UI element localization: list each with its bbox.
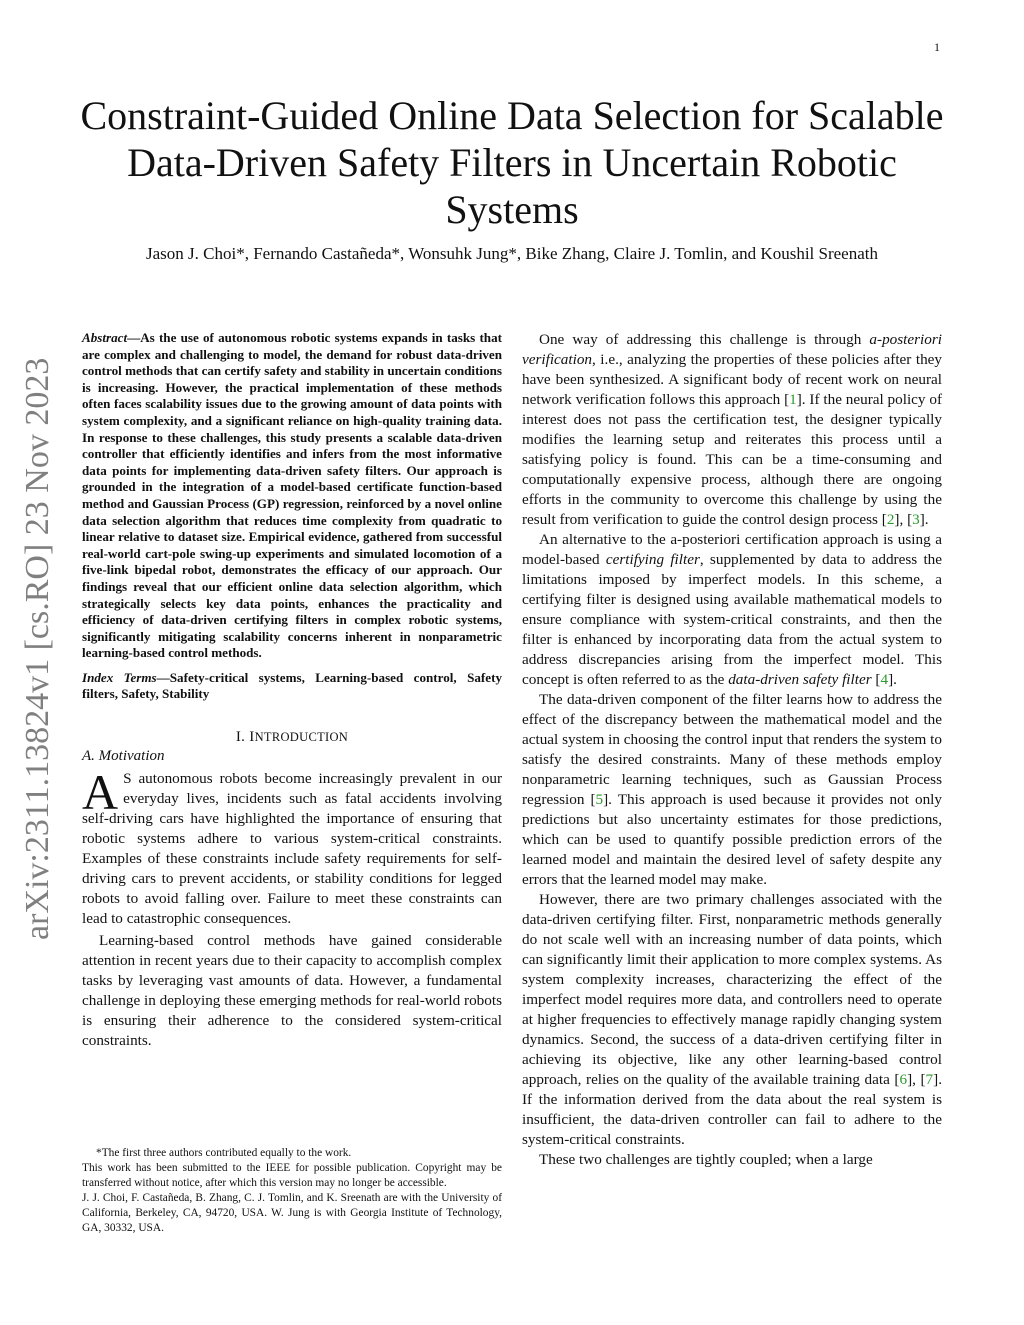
footnote-affiliations: J. J. Choi, F. Castañeda, B. Zhang, C. J. Tomlin, and K. Sreenath are with the University of California, Berkeley, CA, 94720, USA. W. Jung is with Georgia Institute of Technology, GA, 30332, USA. bbox=[82, 1192, 502, 1234]
footnote-copyright: This work has been submitted to the IEEE for possible publication. Copyright may be transferred without notice, after which this version may no longer be accessible. bbox=[82, 1162, 502, 1189]
citation-link[interactable]: 1 bbox=[789, 391, 797, 408]
body-paragraph-certifying-filter: An alternative to the a-posteriori certification approach is using a model-based certifying filter, supplemented by data to address the limitations imposed by imperfect models. In this scheme, a certifying filter is designed using available mathematical models to ensure compliance with system-critical constraints, and then the filter is enhanced by incorporating data from the actual system to address discrepancies arising from the imperfect model. This concept is often referred to as the data-driven safety filter [4]. bbox=[522, 531, 942, 688]
body-paragraph-challenges: However, there are two primary challenges associated with the data-driven certifying filter. First, nonparametric methods generally do not scale well with an increasing number of data points, which can significantly limit their application to more complex systems. As system complexity increases, characterizing the effect of the imperfect model requires more data, and controllers need to operate at higher frequencies to effectively manage rapidly changing system dynamics. Second, the success of a data-driven certifying filter in achieving its objective, like any other learning-based control approach, relies on the quality of the available training data [6], [7]. If the information derived from the data about the real system is insufficient, the data-driven controller can fail to adhere to the system-critical constraints. bbox=[522, 891, 942, 1148]
drop-cap: A bbox=[82, 764, 119, 821]
citation-link[interactable]: 7 bbox=[925, 1071, 934, 1088]
abstract bbox=[82, 330, 502, 662]
right-column bbox=[522, 330, 942, 1170]
citation-link[interactable]: 4 bbox=[880, 671, 889, 688]
index-terms bbox=[82, 670, 502, 703]
author-list: Jason J. Choi*, Fernando Castañeda*, Wonsuhk Jung*, Bike Zhang, Claire J. Tomlin, and Koushil Sreenath bbox=[146, 244, 878, 263]
intro-paragraph-2: Learning-based control methods have gained considerable attention in recent years due to their capacity to accomplish complex tasks by leveraging vast amounts of data. However, a fundamental challenge in deploying these emerging methods for real-world robots is ensuring their adherence to the considered system-critical constraints. bbox=[82, 932, 502, 1050]
arxiv-identifier: arXiv:2311.13824v1 [cs.RO] 23 Nov 2023 bbox=[19, 357, 56, 940]
index-terms-text: —Safety-critical systems, Learning-based control, Safety filters, Safety, Stability bbox=[82, 669, 502, 702]
page-number: 1 bbox=[934, 40, 940, 54]
index-terms-label: Index Terms bbox=[82, 669, 157, 685]
paper-title: Constraint-Guided Online Data Selection for Scalable Data-Driven Safety Filters in Uncertain Robotic Systems bbox=[80, 93, 944, 232]
footnotes bbox=[82, 1146, 502, 1236]
citation-link[interactable]: 6 bbox=[899, 1071, 908, 1088]
left-column bbox=[82, 330, 502, 1051]
abstract-text: —As the use of autonomous robotic systems expands in tasks that are complex and challenging to model, the demand for robust data-driven control methods that can certify safety and stability in uncertain conditions is increasing. However, the practical implementation of these methods often faces scalability issues due to the growing amount of data points with system complexity, and a significant reliance on high-quality training data. In response to these challenges, this study presents a scalable data-driven controller that efficiently identifies and infers from the most informative data points for implementing data-driven safety filters. Our approach is grounded in the integration of a model-based certificate function-based method and Gaussian Process (GP) regression, reinforced by a novel online data selection algorithm that reduces time complexity from quadratic to linear relative to dataset size. Empirical evidence, gathered from successful real-world cart-pole swing-up experiments and simulated locomotion of a five-link bipedal robot, demonstrates the efficacy of our approach. Our findings reveal that our efficient online data selection algorithm, which strategically selects key data points, enhances the practicality and efficiency of data-driven certifying filters in complex robotic systems, significantly mitigating scalability concerns inherent in nonparametric learning-based control methods. bbox=[82, 330, 502, 661]
abstract-label: Abstract bbox=[82, 330, 128, 345]
body-paragraph-data-driven-component: The data-driven component of the filter learns how to address the effect of the discrepancy between the mathematical model and the actual system in choosing the control input that renders the system to satisfy the desired constraints. Many of these methods employ nonparametric learning techniques, such as Gaussian Process regression [5]. This approach is used because it provides not only predictions but also uncertainty estimates for those predictions, which can be used to quantify possible prediction errors of the learned model and maintain the desired level of safety despite any errors that the learned model may make. bbox=[522, 691, 942, 888]
body-paragraph-verification: One way of addressing this challenge is through a-posteriori verification, i.e., analyzing the properties of these policies after they have been synthesized. A significant body of recent work on neural network verification follows this approach [1]. If the neural policy of interest does not pass the certification test, the designer typically modifies the learning setup and reiterates this process until a satisfying policy is found. This can be a time-consuming and computationally expensive process, although there are ongoing efforts in the community to overcome this challenge by using the result from verification to guide the control design process [2], [3]. bbox=[522, 331, 942, 528]
intro-paragraph-1: A S autonomous robots become increasingly prevalent in our everyday lives, incidents such as fatal accidents involving self-driving cars have highlighted the importance of ensuring that robotic systems adhere to various system-critical constraints. Examples of these constraints include safety requirements for self-driving cars to prevent accidents, or stability conditions for legged robots to avoid falling over. Failure to meet these constraints can lead to catastrophic consequences. bbox=[82, 764, 502, 928]
subsection-heading: A. Motivation bbox=[82, 748, 165, 765]
citation-link[interactable]: 3 bbox=[912, 511, 920, 528]
body-paragraph-coupled: These two challenges are tightly coupled; when a large bbox=[539, 1151, 873, 1168]
footnote-equal-contribution: *The first three authors contributed equally to the work. bbox=[96, 1147, 352, 1159]
citation-link[interactable]: 5 bbox=[595, 791, 604, 808]
citation-link[interactable]: 2 bbox=[886, 511, 895, 528]
section-heading: I. INTRODUCTION bbox=[235, 729, 349, 746]
